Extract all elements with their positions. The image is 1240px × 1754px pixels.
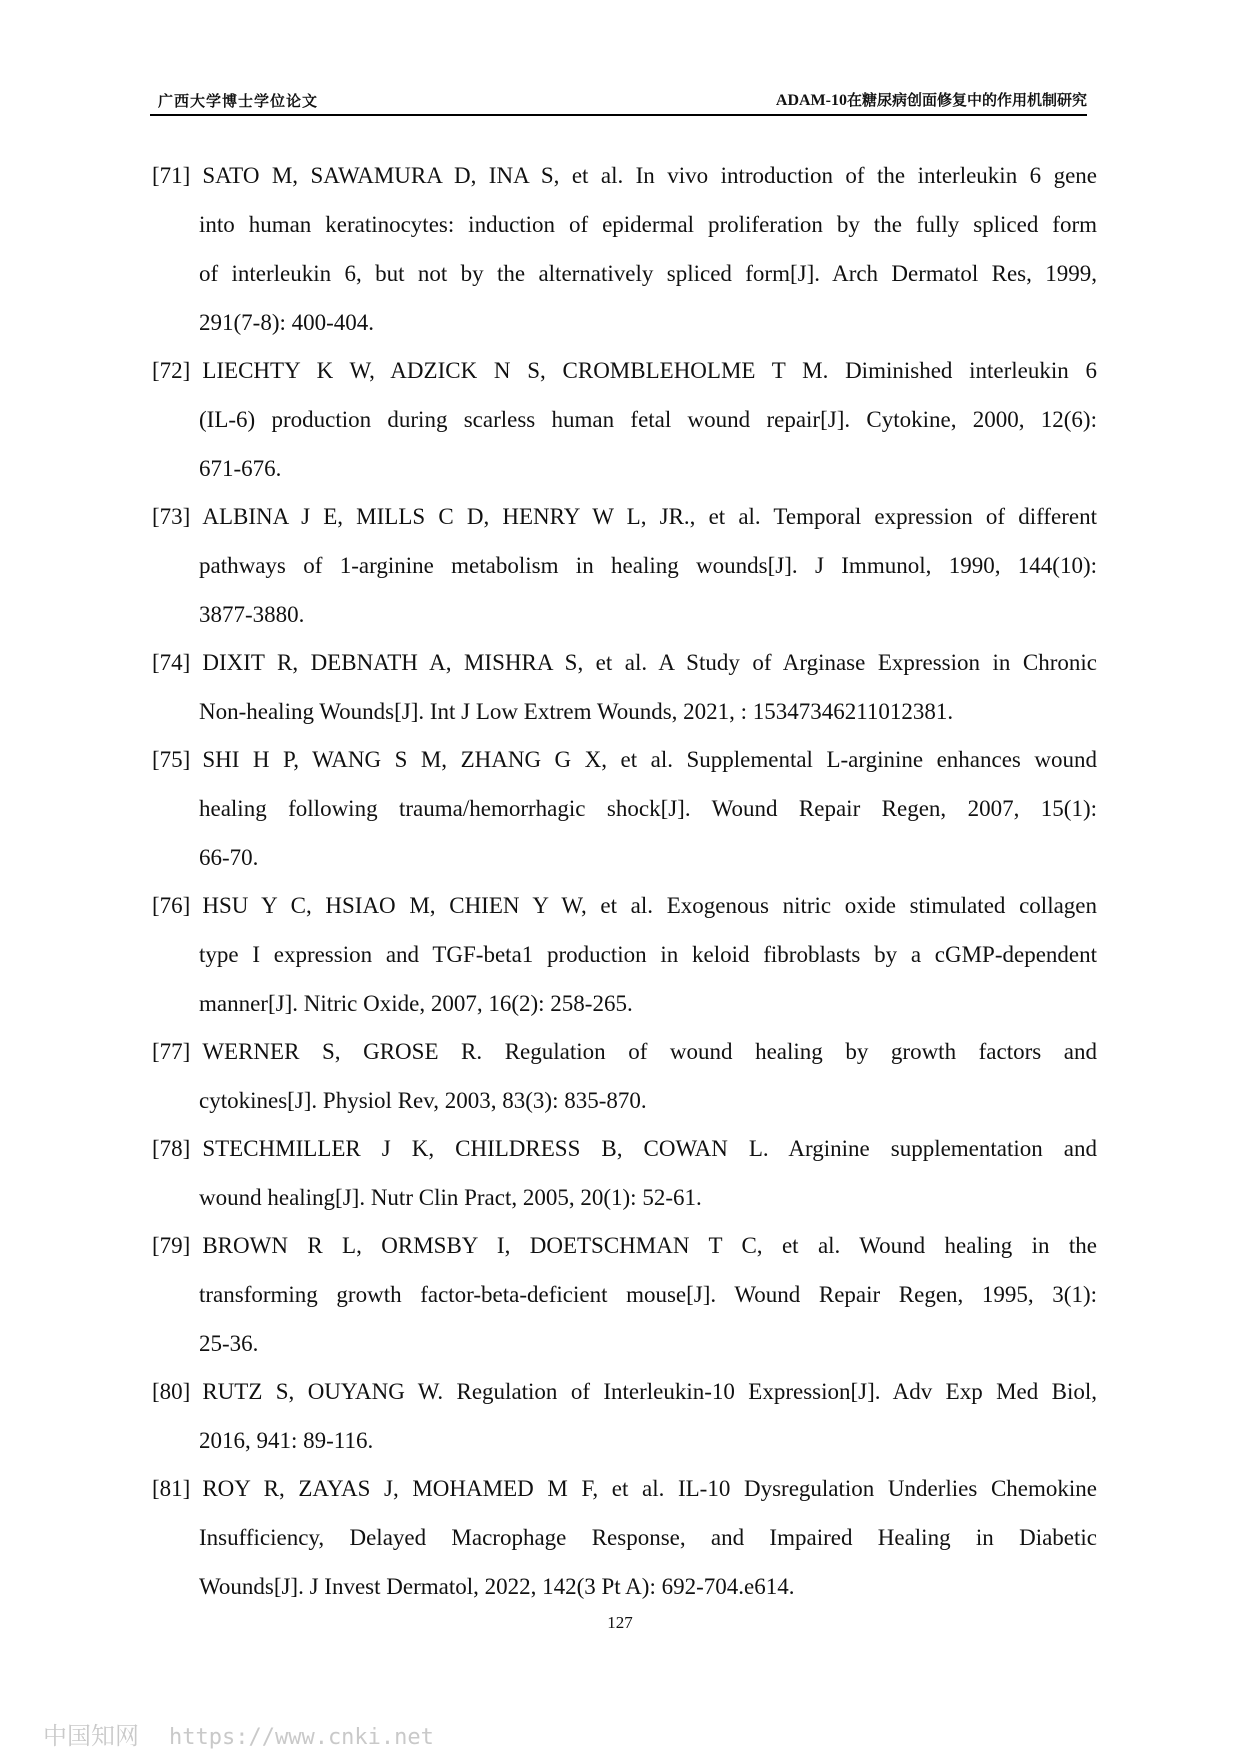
- reference-list: [152, 151, 1097, 1610]
- reference-entry: [152, 151, 1097, 347]
- reference-text: SHI H P, WANG S M, ZHANG G X, et al. Supplemental L-arginine enhances wound: [202, 747, 1097, 772]
- reference-line: [152, 492, 1097, 541]
- reference-number: [74]: [152, 650, 191, 675]
- reference-number: [73]: [152, 504, 191, 529]
- reference-entry: [152, 881, 1097, 1028]
- reference-text: SATO M, SAWAMURA D, INA S, et al. In vivo introduction of the interleukin 6 gene: [202, 163, 1097, 188]
- reference-line: [152, 1464, 1097, 1513]
- reference-line: [152, 881, 1097, 930]
- reference-number: [78]: [152, 1136, 191, 1161]
- reference-number: [81]: [152, 1476, 191, 1501]
- watermark-cn: 中国知网: [43, 1722, 139, 1750]
- reference-text: BROWN R L, ORMSBY I, DOETSCHMAN T C, et al. Wound healing in the: [202, 1233, 1097, 1258]
- reference-text: HSU Y C, HSIAO M, CHIEN Y W, et al. Exogenous nitric oxide stimulated collagen: [202, 893, 1097, 918]
- reference-line: manner[J]. Nitric Oxide, 2007, 16(2): 258-265.: [199, 991, 633, 1016]
- header-thesis-title: 广西大学博士学位论文: [158, 92, 319, 110]
- running-header: [150, 84, 1087, 116]
- header-chapter-title: [776, 89, 1087, 110]
- reference-line: transforming growth factor-beta-deficient mouse[J]. Wound Repair Regen, 1995, 3(1):: [199, 1282, 1097, 1307]
- reference-line: 671-676.: [199, 456, 282, 481]
- reference-line: healing following trauma/hemorrhagic shock[J]. Wound Repair Regen, 2007, 15(1):: [199, 796, 1097, 821]
- reference-line: 291(7-8): 400-404.: [199, 310, 375, 335]
- reference-line: 3877-3880.: [199, 602, 305, 627]
- reference-line: Non-healing Wounds[J]. Int J Low Extrem Wounds, 2021, : 15347346211012381.: [199, 699, 954, 724]
- reference-entry: [152, 1464, 1097, 1611]
- reference-line: [152, 151, 1097, 200]
- reference-number: [79]: [152, 1233, 191, 1258]
- reference-line: pathways of 1-arginine metabolism in healing wounds[J]. J Immunol, 1990, 144(10):: [199, 553, 1097, 578]
- reference-line: (IL-6) production during scarless human fetal wound repair[J]. Cytokine, 2000, 12(6):: [199, 407, 1097, 432]
- reference-line: into human keratinocytes: induction of epidermal proliferation by the fully spliced form: [199, 212, 1097, 237]
- reference-number: [72]: [152, 358, 191, 383]
- reference-line: 2016, 941: 89-116.: [199, 1428, 374, 1453]
- reference-text: RUTZ S, OUYANG W. Regulation of Interleukin-10 Expression[J]. Adv Exp Med Biol,: [202, 1379, 1097, 1404]
- reference-line: [152, 346, 1097, 395]
- reference-text: LIECHTY K W, ADZICK N S, CROMBLEHOLME T M. Diminished interleukin 6: [202, 358, 1097, 383]
- reference-line: [152, 1367, 1097, 1416]
- reference-entry: [152, 735, 1097, 882]
- reference-line: wound healing[J]. Nutr Clin Pract, 2005, 20(1): 52-61.: [199, 1185, 702, 1210]
- reference-entry: [152, 1221, 1097, 1368]
- reference-line: type I expression and TGF-beta1 production in keloid fibroblasts by a cGMP-dependent: [199, 942, 1097, 967]
- watermark-footer: [43, 1716, 434, 1751]
- page-number: 127: [607, 1613, 633, 1632]
- reference-entry: [152, 1124, 1097, 1222]
- reference-text: WERNER S, GROSE R. Regulation of wound healing by growth factors and: [202, 1039, 1097, 1064]
- header-title-zh: 在糖尿病创面修复中的作用机制研究: [846, 91, 1087, 109]
- reference-number: [80]: [152, 1379, 191, 1404]
- reference-line: of interleukin 6, but not by the alternatively spliced form[J]. Arch Dermatol Res, 1999,: [199, 261, 1097, 286]
- reference-line: 66-70.: [199, 845, 259, 870]
- reference-number: [77]: [152, 1039, 191, 1064]
- reference-line: 25-36.: [199, 1331, 259, 1356]
- header-title-latin: ADAM-10: [775, 92, 847, 109]
- reference-number: [75]: [152, 747, 191, 772]
- reference-number: [76]: [152, 893, 191, 918]
- reference-text: DIXIT R, DEBNATH A, MISHRA S, et al. A Study of Arginase Expression in Chronic: [202, 650, 1097, 675]
- reference-line: [152, 1027, 1097, 1076]
- reference-entry: [152, 1367, 1097, 1465]
- reference-line: [152, 735, 1097, 784]
- reference-line: Insufficiency, Delayed Macrophage Response, and Impaired Healing in Diabetic: [199, 1525, 1097, 1550]
- reference-line: [152, 1221, 1097, 1270]
- reference-line: [152, 638, 1097, 687]
- reference-text: STECHMILLER J K, CHILDRESS B, COWAN L. Arginine supplementation and: [202, 1136, 1097, 1161]
- reference-number: [71]: [152, 163, 191, 188]
- reference-entry: [152, 1027, 1097, 1125]
- reference-entry: [152, 492, 1097, 639]
- reference-text: ROY R, ZAYAS J, MOHAMED M F, et al. IL-10 Dysregulation Underlies Chemokine: [202, 1476, 1097, 1501]
- reference-entry: [152, 346, 1097, 493]
- reference-line: Wounds[J]. J Invest Dermatol, 2022, 142(3 Pt A): 692-704.e614.: [199, 1574, 795, 1599]
- reference-text: ALBINA J E, MILLS C D, HENRY W L, JR., et al. Temporal expression of different: [202, 504, 1097, 529]
- reference-line: [152, 1124, 1097, 1173]
- reference-entry: [152, 638, 1097, 736]
- reference-line: cytokines[J]. Physiol Rev, 2003, 83(3): 835-870.: [199, 1088, 647, 1113]
- watermark-url: https://www.cnki.net: [169, 1725, 434, 1750]
